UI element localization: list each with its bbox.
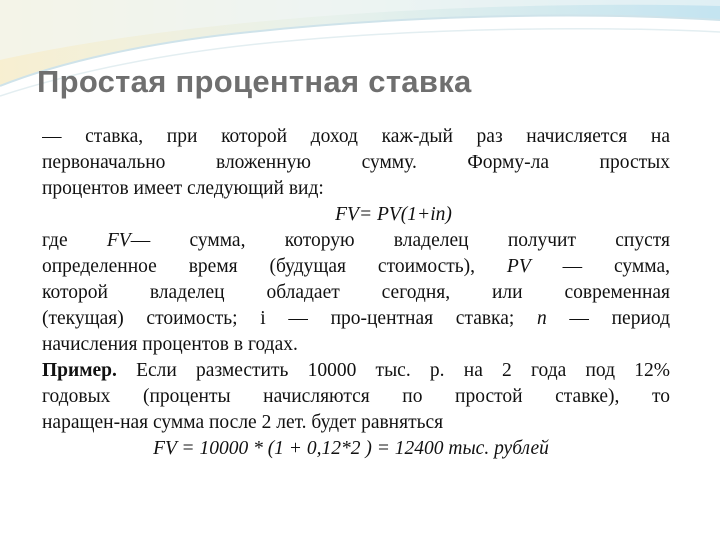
slide-body bbox=[42, 124, 670, 462]
example-label: Пример. bbox=[42, 360, 117, 381]
example-result-formula: FV = 10000 * (1 + 0,12*2 ) = 12400 тыс. рублей bbox=[153, 438, 549, 459]
pv-variable: PV bbox=[506, 256, 531, 277]
slide-title: Простая процентная ставка bbox=[37, 64, 472, 99]
example-line-2: годовых (проценты начисляются по простой ставке), то bbox=[42, 386, 670, 407]
definition-line-3: процентов имеет следующий вид: bbox=[42, 178, 324, 199]
explanation-line-4: (текущая) стоимость; i — про-центная ставка; n — период bbox=[42, 308, 670, 329]
example-line-3: наращен-ная сумма после 2 лет. будет равняться bbox=[42, 412, 444, 433]
example-line-1: Пример. Если разместить 10000 тыс. р. на 2 года под 12% bbox=[42, 360, 670, 381]
definition-line-2: первоначально вложенную сумму. Форму-ла простых bbox=[42, 152, 670, 173]
n-variable: n bbox=[537, 308, 547, 329]
explanation-line-5: начисления процентов в годах. bbox=[42, 334, 298, 355]
simple-interest-formula: FV= PV(1+in) bbox=[335, 204, 452, 225]
fv-variable: FV bbox=[106, 230, 131, 251]
explanation-line-1: где FV— сумма, которую владелец получит спустя bbox=[42, 230, 670, 251]
definition-line-1: — ставка, при которой доход каж-дый раз начисляется на bbox=[42, 126, 670, 147]
explanation-line-2: определенное время (будущая стоимость), PV — сумма, bbox=[42, 256, 670, 277]
explanation-line-3: которой владелец обладает сегодня, или современная bbox=[42, 282, 670, 303]
